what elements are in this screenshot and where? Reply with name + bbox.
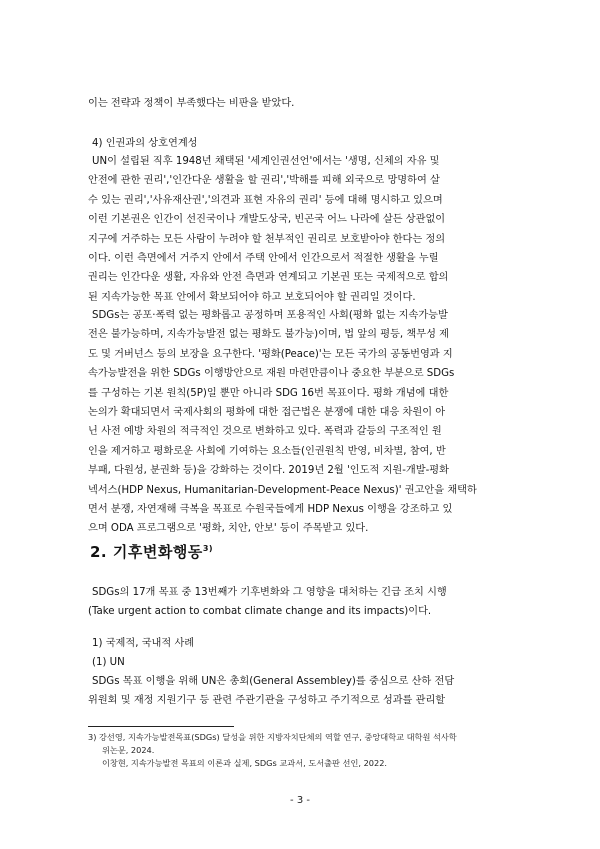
footnote-ref: 3): [202, 544, 214, 553]
text-line: 위원회 및 재정 지원기구 등 관련 주관기관을 구성하고 주기적으로 성과를 관리할: [88, 695, 446, 707]
paragraph-climate-intro: [88, 583, 512, 622]
subsubheading: (1) UN: [92, 657, 125, 668]
text-line: 인을 제거하고 평화로운 사회에 기여하는 요소들(인권원칙 반영, 비차별, 참여, 반: [88, 445, 446, 457]
text-line: SDGs 목표 이행을 위해 UN은 총회(General Assembley)를 중심으로 산하 전담: [92, 676, 455, 687]
footnote-divider: [88, 726, 234, 727]
paragraph-peace: [88, 306, 512, 539]
text-line: 이는 전략과 정책이 부족했다는 비판을 받았다.: [88, 98, 295, 109]
text-line: 닌 사전 예방 차원의 적극적인 것으로 변화하고 있다. 폭력과 갈등의 구조적인 원: [88, 426, 442, 438]
text-line: 를 구성하는 기본 원칙(5P)일 뿐만 아니라 SDG 16번 목표이다. 평화 개념에 대한: [88, 387, 449, 399]
section-title: 2. 기후변화행동$^{3)}$: [90, 543, 214, 561]
footnote-line: 이창현, 지속가능발전 목표의 이론과 실제, SDGs 교과서, 도서출판 선인, 2022.: [102, 758, 388, 768]
intro-line: [88, 94, 512, 113]
text-line: SDGs의 17개 목표 중 13번째가 기후변화와 그 영향을 대처하는 긴급 조치 시행: [92, 587, 447, 598]
text-line: 지구에 거주하는 모든 사람이 누려야 할 천부적인 권리로 보호받아야 한다는 정의: [88, 233, 446, 245]
subheading: 1) 국제적, 국내적 사례: [92, 638, 195, 649]
text-line: 부패, 다원성, 분권화 등)을 강화하는 것이다. 2019년 2월 '인도적 지원-개발-평화: [88, 465, 449, 477]
text-line: 안전에 관한 권리','인간다운 생활을 할 권리','박해를 피해 외국으로 망명하여 살: [88, 175, 440, 187]
paragraph-un: [88, 672, 512, 711]
footnote-line: 3) 강선영, 지속가능발전목표(SDGs) 달성을 위한 지방자치단체의 역할 연구, 중앙대학교 대학원 석사학: [88, 732, 457, 742]
subsection-heading: 4) 인권과의 상호연계성: [92, 138, 198, 149]
text-line: (Take urgent action to combat climate change and its impacts)이다.: [88, 606, 432, 618]
text-line: 전은 불가능하며, 지속가능발전 없는 평화도 불가능)이며, 법 앞의 평등, 책무성 제: [88, 329, 449, 341]
text-line: SDGs는 공포·폭력 없는 평화롭고 공정하며 포용적인 사회(평화 없는 지속가능발: [92, 310, 448, 321]
paragraph-human-rights: [88, 152, 512, 307]
text-line: 이다. 이런 측면에서 거주지 안에서 주택 안에서 인간으로서 적절한 생활을 누릴: [88, 253, 439, 265]
text-line: 논의가 확대되면서 국제사회의 평화에 대한 접근법은 분쟁에 대한 대응 차원이 아: [88, 407, 446, 419]
text-line: 면서 분쟁, 자연재해 극복을 목표로 수원국들에게 HDP Nexus 이행을 강조하고 있: [88, 504, 453, 516]
text-line: 넥서스(HDP Nexus, Humanitarian-Development-Peace Nexus)' 권고안을 채택하: [88, 484, 477, 496]
text-line: 으며 ODA 프로그램으로 '평화, 치안, 안보' 등이 주목받고 있다.: [88, 523, 369, 535]
text-line: 속가능발전을 위한 SDGs 이행방안으로 재원 마련만큼이나 중요한 부분으로 SDGs: [88, 368, 455, 380]
text-line: 된 지속가능한 목표 안에서 확보되어야 하고 보호되어야 할 권리일 것이다.: [88, 291, 416, 303]
page-number: - 3 -: [290, 795, 310, 806]
footnote: [88, 731, 518, 770]
text-line: 도 및 거버넌스 등의 보장을 요구한다. '평화(Peace)'는 모든 국가의 공동번영과 지: [88, 348, 453, 360]
footnote-line: 위논문, 2024.: [102, 745, 155, 755]
text-line: 권리는 인간다운 생활, 자유와 안전 측면과 연계되고 기본권 또는 국제적으로 합의: [88, 272, 449, 284]
text-line: 수 있는 권리','사유재산권','의견과 표현 자유의 권리' 등에 대해 명시하고 있으며: [88, 194, 443, 206]
text-line: 이런 기본권은 인간이 선진국이나 개발도상국, 빈곤국 어느 나라에 살든 상관없이: [88, 214, 446, 226]
text-line: UN이 설립된 직후 1948년 채택된 '세계인권선언'에서는 '생명, 신체의 자유 및: [92, 156, 440, 167]
